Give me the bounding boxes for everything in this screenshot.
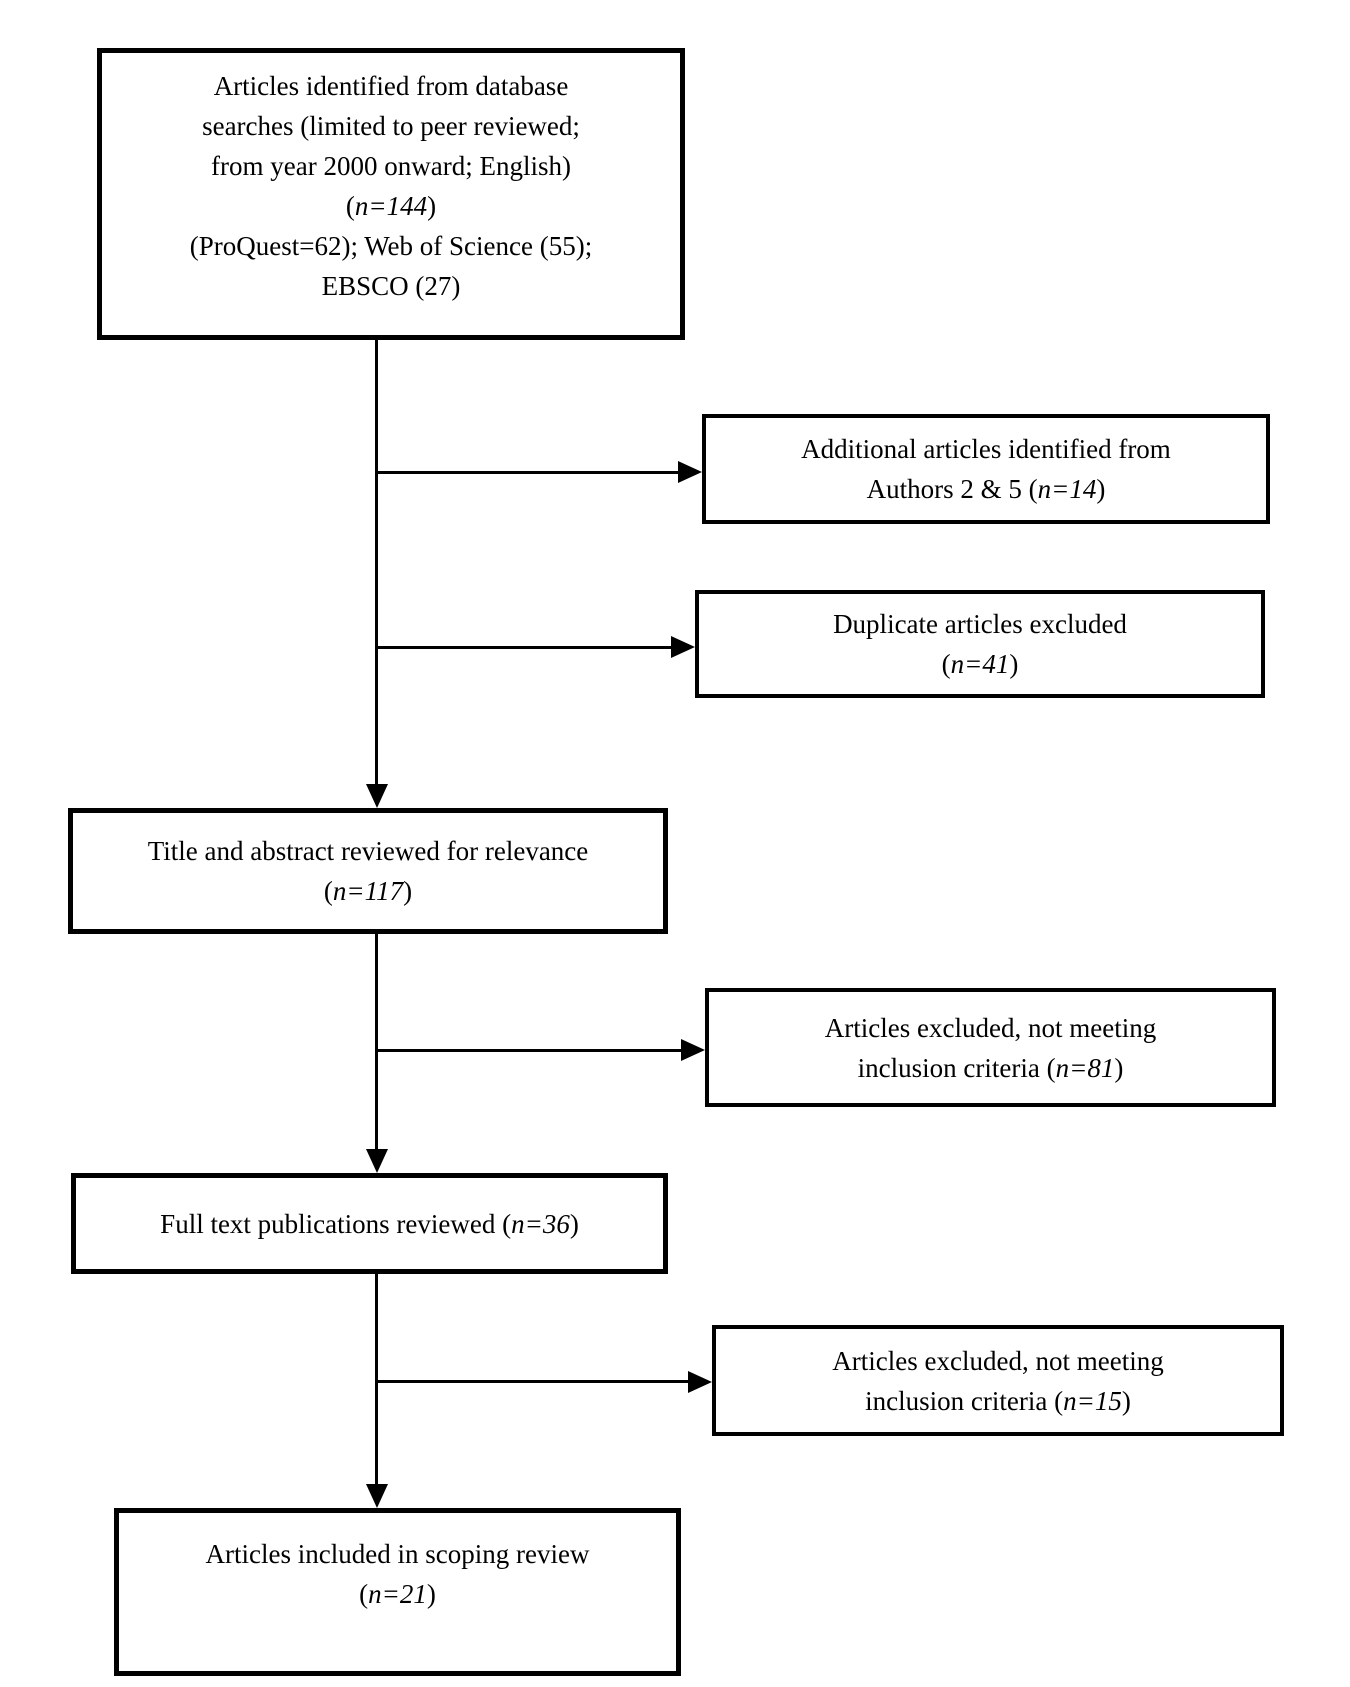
connector-branch-to-additional-articles — [377, 471, 678, 474]
box-additional-articles — [702, 414, 1270, 524]
arrowhead-into-excluded-81 — [681, 1039, 705, 1061]
arrowhead-into-included — [366, 1484, 388, 1508]
arrowhead-into-additional-articles — [678, 461, 702, 483]
box-full-text-review-line1: Full text publications reviewed (n=36) — [160, 1208, 579, 1239]
box-included-scoping-review — [114, 1508, 681, 1676]
box-additional-articles-line2: Authors 2 & 5 (n=14) — [866, 474, 1106, 504]
box-excluded-inclusion-criteria-15 — [712, 1325, 1284, 1436]
arrowhead-into-excluded-15 — [688, 1371, 712, 1393]
box-duplicates-excluded-n-line: (n=41) — [941, 649, 1019, 679]
box-included-line1: Articles included in scoping review — [205, 1539, 590, 1569]
box-database-search-line5: (ProQuest=62); Web of Science (55); — [189, 231, 593, 261]
connector-trunk-source-to-title-abstract — [375, 340, 378, 784]
n-value-144: n=144 — [354, 191, 428, 221]
box-full-text-review — [71, 1173, 668, 1274]
connector-trunk-title-abstract-to-full-text — [375, 934, 378, 1149]
n-value-14: n=14 — [1037, 474, 1097, 504]
n-value-81: n=81 — [1055, 1052, 1115, 1083]
connector-trunk-full-text-to-included — [375, 1274, 378, 1484]
arrowhead-into-full-text — [366, 1149, 388, 1173]
connector-branch-to-excluded-15 — [377, 1380, 688, 1383]
box-database-search-line2: searches (limited to peer reviewed; — [202, 111, 580, 141]
n-value-21: n=21 — [368, 1579, 427, 1609]
box-excluded-81-line2: inclusion criteria (n=81) — [857, 1052, 1124, 1083]
box-database-search — [97, 48, 685, 340]
box-included-n-line: (n=21) — [359, 1579, 436, 1609]
n-value-41: n=41 — [950, 649, 1010, 679]
n-value-117: n=117 — [332, 876, 404, 906]
box-excluded-inclusion-criteria-81 — [705, 988, 1276, 1107]
arrowhead-into-duplicates-excluded — [671, 636, 695, 658]
box-database-search-n-line: (n=144) — [345, 191, 437, 221]
n-value-36: n=36 — [511, 1208, 570, 1239]
box-database-search-line3: from year 2000 onward; English) — [211, 151, 571, 181]
box-database-search-line6: EBSCO (27) — [321, 271, 461, 301]
box-excluded-81-line1: Articles excluded, not meeting — [824, 1012, 1157, 1043]
box-title-abstract-review-line1: Title and abstract reviewed for relevance — [147, 836, 589, 866]
box-duplicates-excluded — [695, 590, 1265, 698]
box-excluded-15-line1: Articles excluded, not meeting — [832, 1345, 1164, 1376]
box-excluded-15-line2: inclusion criteria (n=15) — [865, 1385, 1131, 1416]
box-title-abstract-review — [68, 808, 668, 934]
connector-branch-to-excluded-81 — [377, 1049, 681, 1052]
arrowhead-into-title-abstract — [366, 784, 388, 808]
connector-branch-to-duplicates-excluded — [377, 646, 671, 649]
box-additional-articles-line1: Additional articles identified from — [801, 434, 1171, 464]
box-database-search-line1: Articles identified from database — [213, 71, 569, 101]
box-title-abstract-review-n-line: (n=117) — [323, 876, 413, 906]
n-value-15: n=15 — [1063, 1385, 1122, 1416]
box-duplicates-excluded-line1: Duplicate articles excluded — [833, 609, 1127, 639]
